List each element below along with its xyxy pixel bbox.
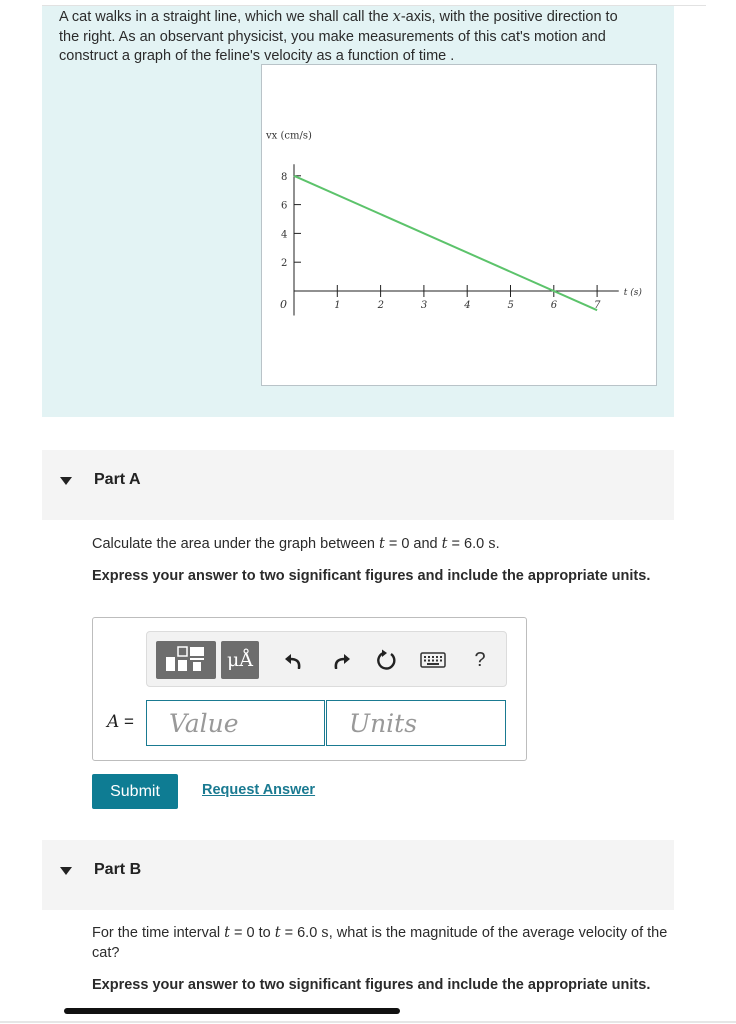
redo-button[interactable]	[322, 641, 360, 679]
home-indicator	[64, 1008, 400, 1014]
x-tick-label: 2	[377, 300, 384, 311]
part-b-title: Part B	[94, 861, 142, 878]
part-a-instruction: Express your answer to two significant figures and include the appropriate units.	[92, 568, 651, 584]
math-toolbar	[146, 631, 507, 687]
units-input[interactable]	[326, 700, 506, 746]
keyboard-icon	[420, 652, 446, 668]
velocity-graph	[261, 64, 657, 386]
intro-text: A cat walks in a straight line, which we shall call the x-axis, with the positive direction to the right. As an observant physicist, you make measurements of this cat's motion and construct a graph of the feline's velocity as a function of time .	[59, 9, 618, 64]
redo-icon	[331, 651, 351, 669]
part-b-instruction: Express your answer to two significant figures and include the appropriate units.	[92, 977, 651, 993]
y-tick-label: 4	[281, 229, 288, 241]
help-button[interactable]: ?	[474, 648, 486, 671]
velocity-line	[294, 176, 597, 310]
request-answer-link[interactable]: Request Answer	[202, 782, 316, 798]
templates-button[interactable]	[156, 641, 216, 679]
x-tick-label: 4	[464, 300, 471, 311]
y-tick-label: 8	[281, 171, 288, 183]
part-a-title: Part A	[94, 471, 141, 488]
part-b-question: For the time interval t = 0 to t = 6.0 s, what is the magnitude of the average velocity of the cat?	[92, 925, 668, 961]
velocity-chart-svg	[262, 65, 656, 385]
x-tick-label: 5	[507, 300, 514, 311]
part-a-header[interactable]	[42, 450, 674, 520]
variable-label: A =	[107, 712, 134, 732]
collapse-caret-icon[interactable]	[60, 477, 72, 485]
y-axis-label: vx (cm/s)	[266, 130, 312, 142]
templates-icon	[164, 645, 208, 675]
y-tick-label: 2	[281, 258, 288, 270]
collapse-caret-icon[interactable]	[60, 867, 72, 875]
x-tick-label: 1	[334, 300, 341, 311]
bottom-divider	[0, 1021, 736, 1023]
x-tick-label: 3	[420, 300, 428, 311]
keyboard-button[interactable]	[414, 641, 452, 679]
answer-box	[92, 617, 527, 761]
symbols-button[interactable]: μÅ	[221, 641, 259, 679]
reset-icon	[376, 649, 398, 671]
undo-icon	[284, 651, 304, 669]
part-a-question: Calculate the area under the graph between t = 0 and t = 6.0 s.	[92, 536, 500, 552]
submit-button[interactable]: Submit	[92, 774, 178, 809]
origin-label: 0	[280, 298, 287, 311]
x-axis-label: t (s)	[623, 288, 642, 298]
x-tick-label: 6	[550, 300, 558, 311]
value-input[interactable]	[146, 700, 325, 746]
x-tick-label: 7	[594, 300, 601, 311]
part-b-header[interactable]	[42, 840, 674, 910]
reset-button[interactable]	[368, 641, 406, 679]
y-tick-label: 6	[281, 200, 288, 212]
problem-intro	[42, 6, 674, 417]
undo-button[interactable]	[275, 641, 313, 679]
